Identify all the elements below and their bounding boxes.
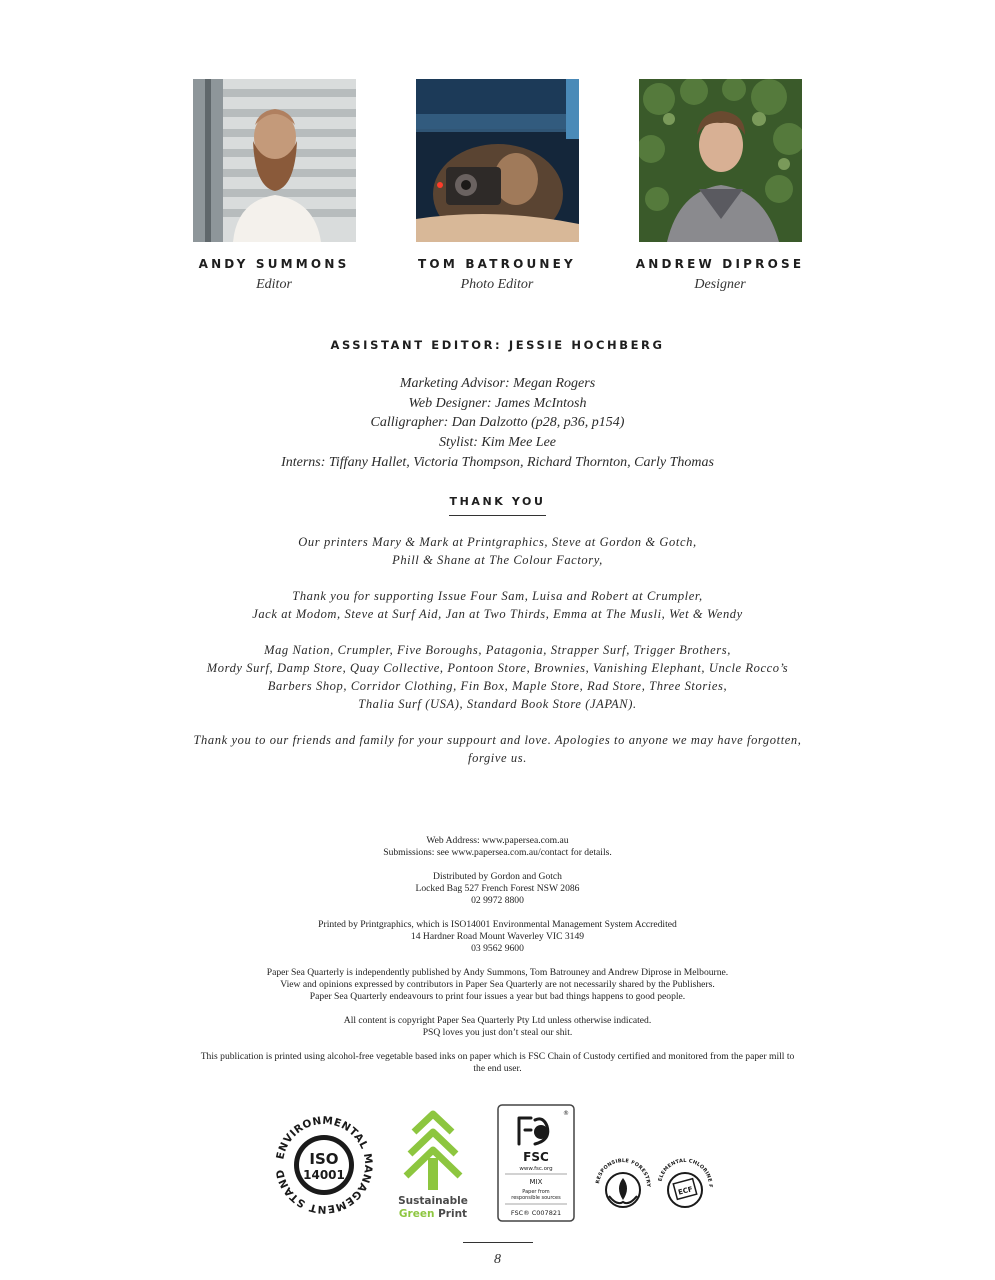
credit-line: Interns: Tiffany Hallet, Victoria Thompson, Richard Thornton, Carly Thomas [281, 454, 714, 470]
thanks-line: Thank you to our friends and family for your suppourt and love. Apologies to anyone we may have forgotten, [193, 733, 802, 747]
thank-you-underline [449, 515, 546, 516]
svg-text:responsible sources: responsible sources [511, 1195, 561, 1201]
responsible-forestry-logo [593, 1156, 653, 1221]
info-line: Web Address: www.papersea.com.au [426, 835, 569, 846]
info-line: PSQ loves you just don’t steal our shit. [422, 1027, 573, 1038]
info-line: Submissions: see www.papersea.com.au/contact for details. [383, 847, 612, 858]
thanks-line: Mag Nation, Crumpler, Five Boroughs, Patagonia, Strapper Surf, Trigger Brothers, [264, 643, 731, 657]
svg-text:®: ® [563, 1110, 569, 1117]
info-line: 02 9972 8800 [471, 895, 524, 906]
svg-text:www.fsc.org: www.fsc.org [519, 1166, 553, 1172]
info-line: Paper Sea Quarterly is independently published by Andy Summons, Tom Batrouney and Andrew Diprose in Melbourne. [266, 967, 729, 978]
thanks-line: forgive us. [468, 751, 527, 765]
ecf-logo [655, 1156, 715, 1221]
info-line: 03 9562 9600 [471, 943, 524, 954]
staff-role-tom: Photo Editor [460, 277, 534, 292]
thanks-line: Thalia Surf (USA), Standard Book Store (JAPAN). [358, 697, 637, 711]
photo-andy-summons [193, 79, 356, 242]
svg-text:FSC: FSC [523, 1150, 549, 1164]
info-line: Printed by Printgraphics, which is ISO14001 Environmental Management System Accredited [318, 919, 677, 930]
assistant-editor-heading: ASSISTANT EDITOR: JESSIE HOCHBERG [330, 338, 665, 352]
credit-line: Marketing Advisor: Megan Rogers [399, 376, 596, 391]
footer-rule [463, 1242, 533, 1243]
staff-name-andrew: ANDREW DIPROSE [635, 257, 805, 271]
iso-14001-logo [272, 1113, 376, 1222]
svg-text:ISO: ISO [309, 1150, 339, 1168]
thanks-line: Our printers Mary & Mark at Printgraphics, Steve at Gordon & Gotch, [298, 535, 697, 549]
credits-list [0, 374, 995, 473]
svg-text:ELEMENTAL CHLORINE FREE: ELEMENTAL CHLORINE F [657, 1157, 714, 1188]
thanks-line: Jack at Modom, Steve at Surf Aid, Jan at Two Thirds, Emma at The Musli, Wet & Wendy [252, 607, 743, 621]
photo-andrew-diprose [639, 79, 802, 242]
svg-text:FSC® C007821: FSC® C007821 [510, 1209, 562, 1217]
info-line: View and opinions expressed by contributors in Paper Sea Quarterly are not necessarily shared by the Publishers. [280, 979, 715, 990]
thank-you-heading: THANK YOU [449, 495, 546, 508]
info-line: Distributed by Gordon and Gotch [433, 871, 562, 882]
credit-line: Web Designer: James McIntosh [408, 395, 587, 411]
staff-role-andy: Editor [256, 277, 292, 292]
staff-name-andy: ANDY SUMMONS [198, 257, 350, 271]
svg-text:14001: 14001 [303, 1168, 345, 1182]
svg-text:ECF: ECF [677, 1185, 694, 1197]
thanks-line: Barbers Shop, Corridor Clothing, Fin Box, Maple Store, Rad Store, Three Stories, [267, 679, 728, 693]
thanks-section [0, 533, 995, 767]
credit-line: Calligrapher: Dan Dalzotto (p28, p36, p154) [370, 415, 625, 431]
staff-name-tom: TOM BATROUNEY [418, 257, 576, 271]
sustainable-green-print-logo [396, 1108, 470, 1227]
fsc-logo [497, 1104, 575, 1227]
svg-text:MIX: MIX [529, 1178, 543, 1186]
thanks-line: Thank you for supporting Issue Four Sam, Luisa and Robert at Crumpler, [292, 589, 703, 603]
thanks-line: Phill & Shane at The Colour Factory, [392, 553, 603, 567]
svg-text:Paper from: Paper from [522, 1189, 550, 1195]
info-line: Locked Bag 527 French Forest NSW 2086 [415, 883, 580, 894]
info-line: 14 Hardner Road Mount Waverley VIC 3149 [410, 931, 585, 942]
svg-text:ENVIRONMENTAL MANAGEMENT STAND: ENVIRONMENTAL MANAGEMENT STAND [274, 1114, 375, 1216]
svg-text:Sustainable: Sustainable [398, 1195, 468, 1207]
info-line: Paper Sea Quarterly endeavours to print four issues a year but bad things happens to good people. [309, 991, 686, 1002]
publication-info [0, 835, 995, 1075]
staff-role-andrew: Designer [694, 277, 746, 292]
credit-line: Stylist: Kim Mee Lee [438, 435, 557, 451]
page-number: 8 [494, 1252, 501, 1267]
info-line: the end user. [473, 1063, 522, 1074]
svg-text:Green Print: Green Print [398, 1208, 468, 1220]
info-line: This publication is printed using alcohol-free vegetable based inks on paper which is FSC Chain of Custody certified and monitored from the paper mill to [200, 1051, 795, 1062]
photo-tom-batrouney [416, 79, 579, 242]
thanks-line: Mordy Surf, Damp Store, Quay Collective, Pontoon Store, Brownies, Vanishing Elephant, Uncle Rocco’s [206, 661, 789, 675]
svg-text:RESPONSIBLE FORESTRY PRACTICES: RESPONSIBLE FORESTRY [595, 1157, 652, 1188]
info-line: All content is copyright Paper Sea Quarterly Pty Ltd unless otherwise indicated. [343, 1015, 652, 1026]
